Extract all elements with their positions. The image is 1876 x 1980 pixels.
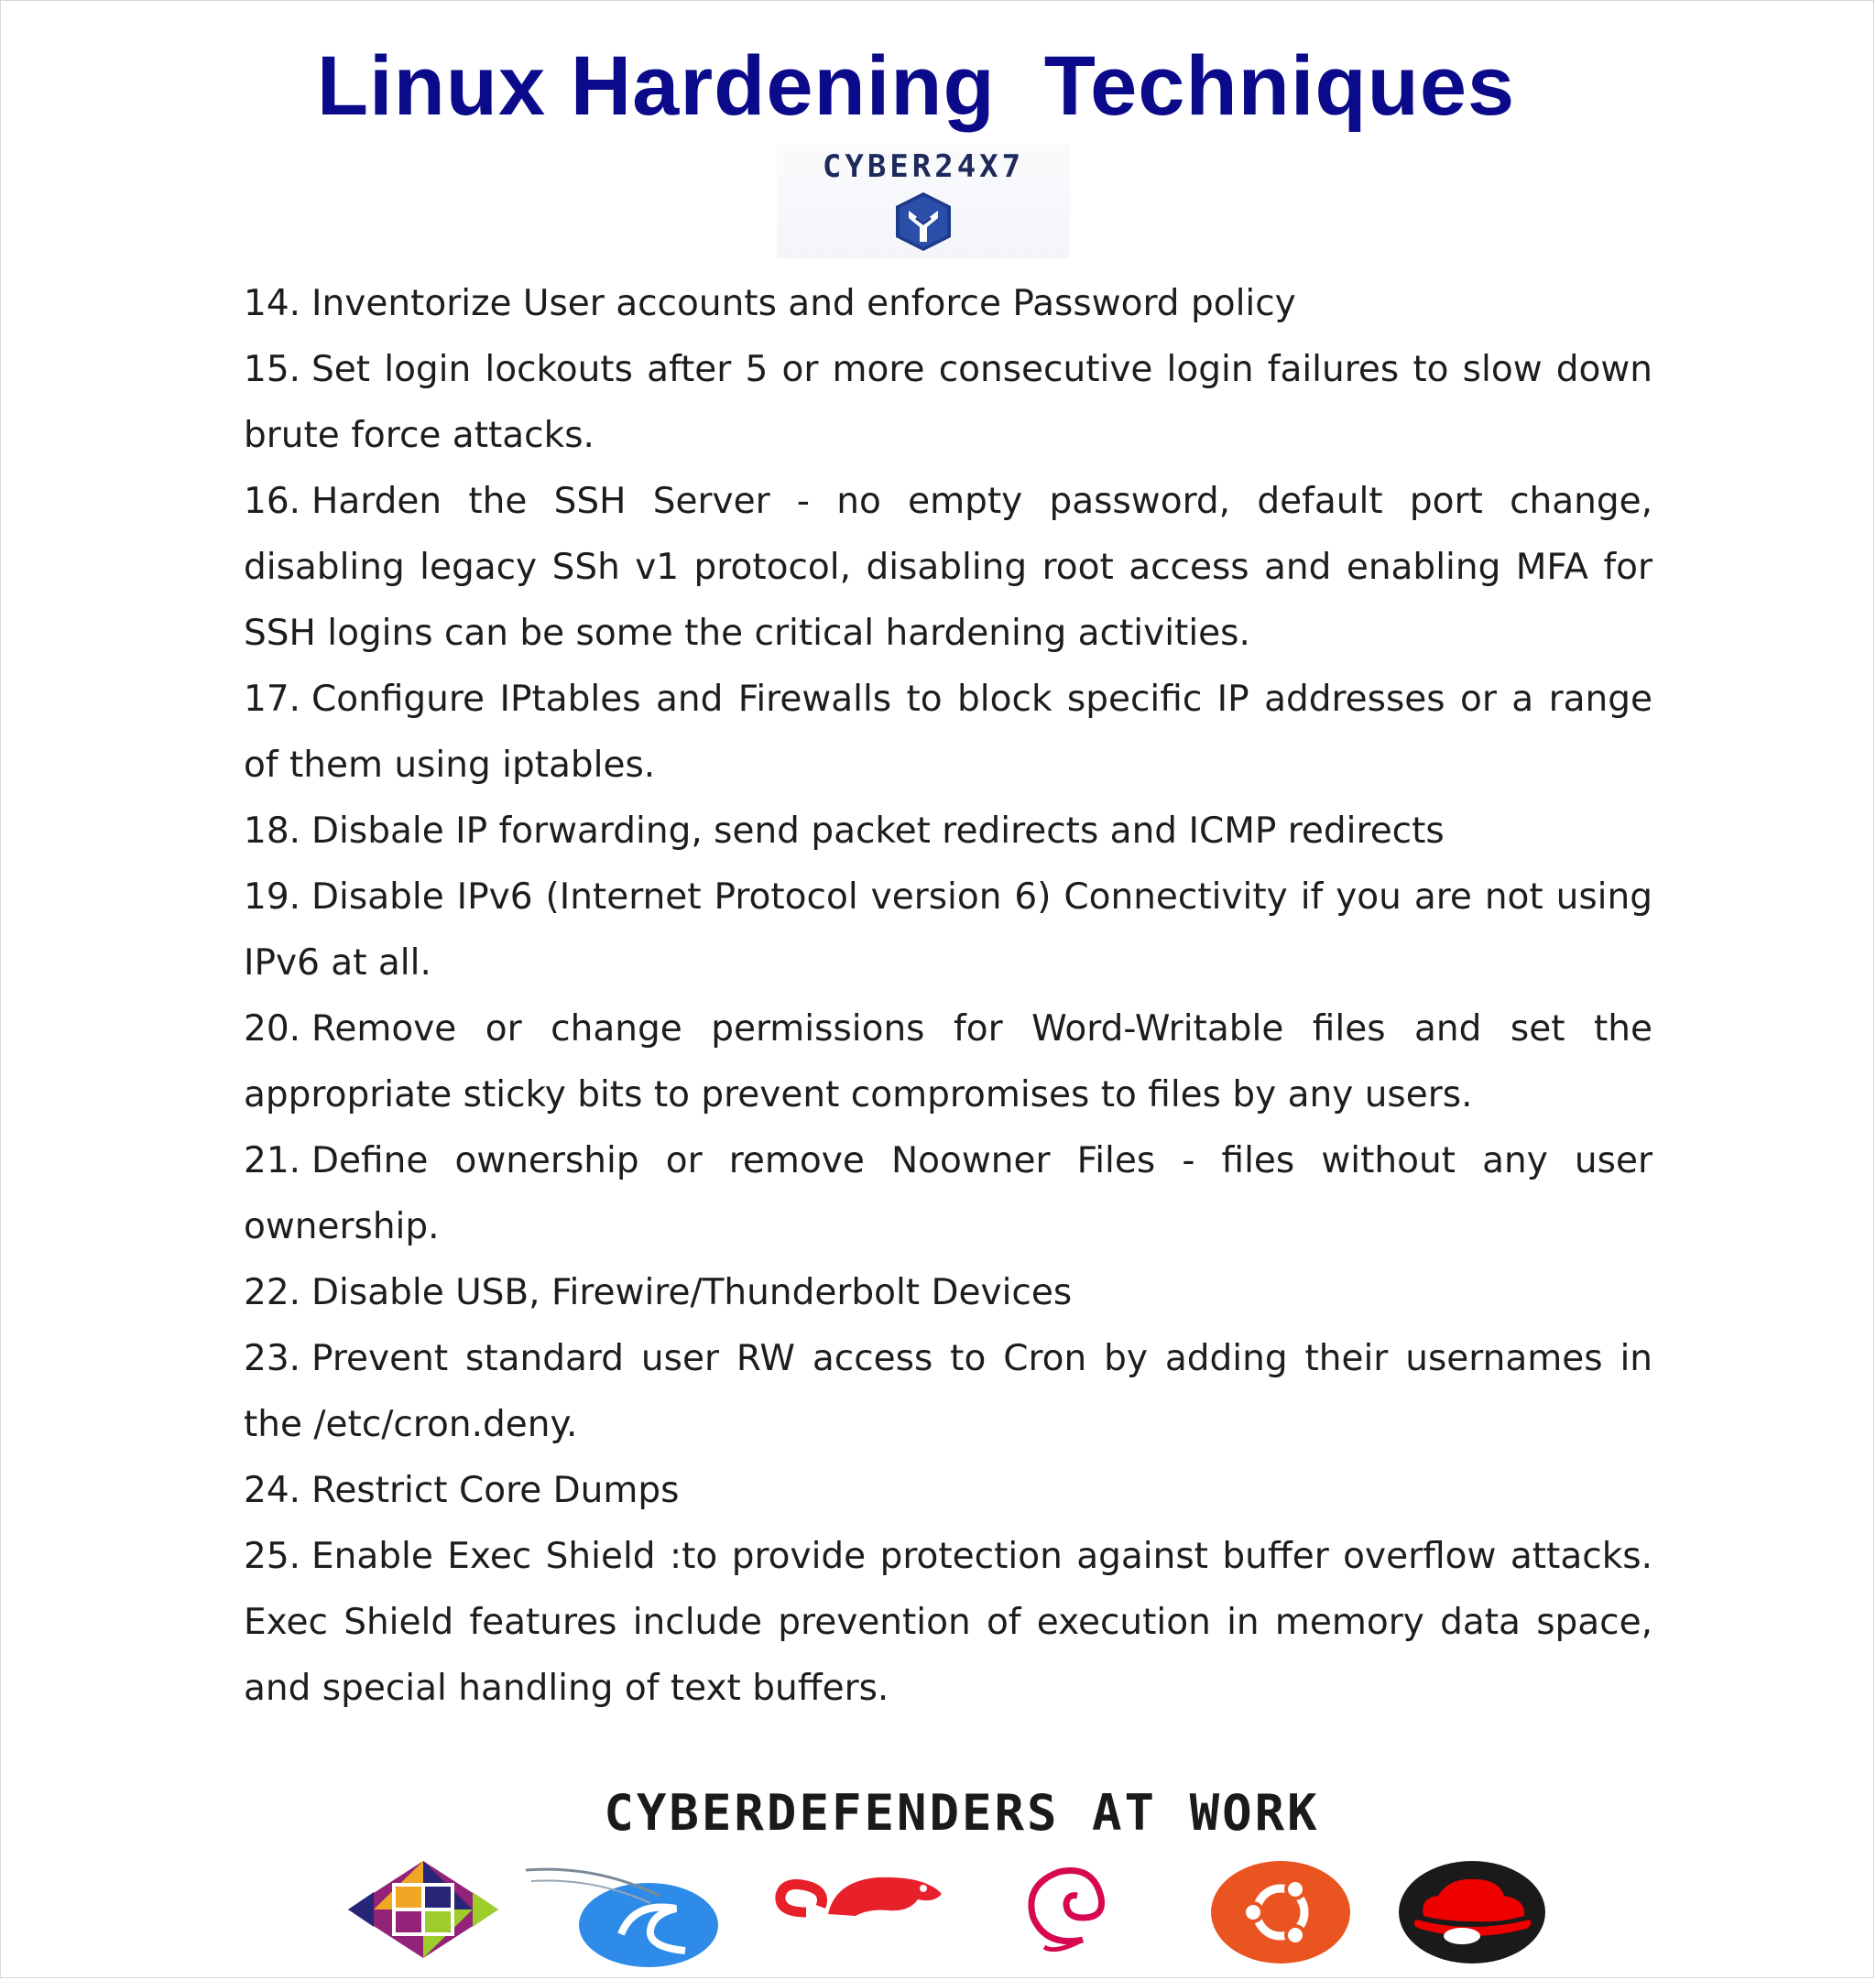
- item-text: Harden the SSH Server - no empty password, default port change, disabling legacy SSh v1 protocol, disabling root access and enabling MFA for SSH logins can be some the critical hardening activities.: [244, 481, 1652, 654]
- item-text: Prevent standard user RW access to Cron by adding their usernames in the /etc/cron.deny.: [244, 1338, 1652, 1445]
- centos-icon: [346, 1859, 500, 1960]
- item-number: 18.: [244, 810, 301, 852]
- shield-logo-icon: [892, 190, 954, 253]
- opensuse-icon: [771, 1859, 951, 1936]
- list-item: [244, 337, 1652, 469]
- list-item: [244, 469, 1652, 667]
- item-number: 15.: [244, 349, 301, 390]
- footer-tagline: CYBERDEFENDERS AT WORK: [604, 1784, 1320, 1842]
- list-item: [244, 1260, 1652, 1326]
- item-number: 23.: [244, 1338, 301, 1379]
- list-item: [244, 996, 1652, 1128]
- list-item: [244, 865, 1652, 996]
- brand-name: CYBER24X7: [822, 148, 1025, 185]
- item-text: Disbale IP forwarding, send packet redirects and ICMP redirects: [311, 810, 1445, 852]
- item-text: Enable Exec Shield :to provide protection against buffer overflow attacks. Exec Shield features include prevention of execution in memory data space, and special handling of text buffers.: [244, 1536, 1652, 1709]
- kali-icon: [522, 1859, 724, 1969]
- list-item: [244, 799, 1652, 865]
- list-item: [244, 1458, 1652, 1524]
- redhat-icon: [1398, 1859, 1546, 1965]
- list-item: [244, 271, 1652, 337]
- list-item: [244, 667, 1652, 799]
- item-text: Disable USB, Firewire/Thunderbolt Devices: [311, 1272, 1073, 1313]
- ubuntu-icon: [1209, 1859, 1352, 1965]
- item-number: 25.: [244, 1536, 301, 1577]
- item-text: Inventorize User accounts and enforce Password policy: [311, 283, 1296, 324]
- brand-block: [777, 145, 1070, 258]
- item-number: 22.: [244, 1272, 301, 1313]
- item-text: Define ownership or remove Noowner Files - files without any user ownership.: [244, 1140, 1652, 1247]
- item-number: 20.: [244, 1008, 301, 1050]
- item-text: Restrict Core Dumps: [311, 1470, 680, 1511]
- item-text: Disable IPv6 (Internet Protocol version 6) Connectivity if you are not using IPv6 at all.: [244, 876, 1652, 984]
- item-text: Configure IPtables and Firewalls to block specific IP addresses or a range of them using iptables.: [244, 679, 1652, 786]
- page-title: Linux Hardening Techniques: [316, 39, 1516, 133]
- item-number: 14.: [244, 283, 301, 324]
- item-text: Set login lockouts after 5 or more consecutive login failures to slow down brute force attacks.: [244, 349, 1652, 456]
- item-number: 19.: [244, 876, 301, 918]
- item-number: 17.: [244, 679, 301, 720]
- item-number: 24.: [244, 1470, 301, 1511]
- list-item: [244, 1128, 1652, 1260]
- item-text: Remove or change permissions for Word-Writable files and set the appropriate sticky bits to prevent compromises to files by any users.: [244, 1008, 1652, 1115]
- list-item: [244, 1524, 1652, 1722]
- item-number: 16.: [244, 481, 301, 522]
- debian-icon: [1019, 1859, 1114, 1960]
- item-number: 21.: [244, 1140, 301, 1181]
- hardening-list: [244, 271, 1652, 1722]
- list-item: [244, 1326, 1652, 1458]
